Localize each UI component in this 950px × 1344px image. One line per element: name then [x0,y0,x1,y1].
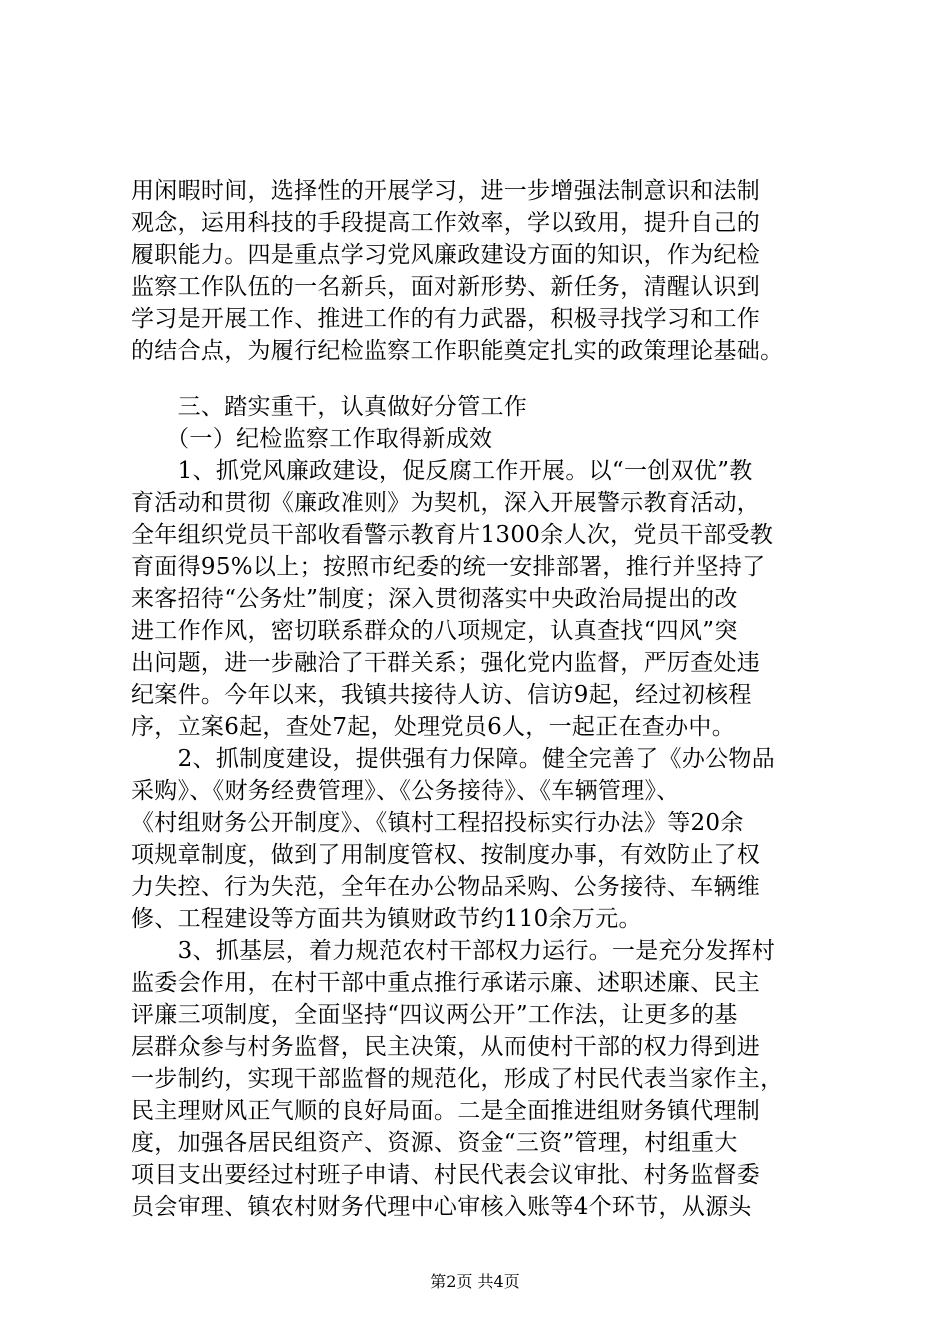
text-line: 度，加强各居民组资产、资源、资金“三资”管理，村组重大 [131,1130,738,1156]
text-line: 育活动和贯彻《廉政准则》为契机，深入开展警示教育活动， [131,490,761,516]
text-line: 履职能力。四是重点学习党风廉政建设方面的知识，作为纪检 [131,242,761,268]
text-line: 序，立案6起，查处7起，处理党员6人，一起正在查办中。 [131,714,735,740]
document-body [131,175,821,1223]
text-line: 监委会作用，在村干部中重点推行承诺示廉、述职述廉、民主 [131,970,761,996]
text-line: 来客招待“公务灶”制度；深入贯彻落实中央政治局提出的改 [131,586,738,612]
section-heading: 三、踏实重干，认真做好分管工作 [131,394,528,420]
text-line: 2、抓制度建设，提供强有力保障。健全完善了《办公物品 [131,746,776,772]
text-line: 修、工程建设等方面共为镇财政节约110余万元。 [131,906,642,932]
text-line: 项目支出要经过村班子申请、村民代表会议审批、村务监督委 [131,1162,761,1188]
paragraph-study [131,175,821,367]
text-line: 1、抓党风廉政建设，促反腐工作开展。以“一创双优”教 [131,458,753,484]
page-number-footer: 第2页 共4页 [430,1272,520,1291]
text-line: 学习是开展工作、推进工作的有力武器，积极寻找学习和工作 [131,306,761,332]
text-line: 出问题，进一步融洽了干群关系；强化党内监督，严厉查处违 [131,650,761,676]
text-line: 的结合点，为履行纪检监察工作职能奠定扎实的政策理论基础。 [131,338,784,364]
text-line: 全年组织党员干部收看警示教育片1300余人次，党员干部受教 [131,522,774,548]
text-line: 民主理财风正气顺的良好局面。二是全面推进组财务镇代理制 [131,1098,761,1124]
text-line: 项规章制度，做到了用制度管权、按制度办事，有效防止了权 [131,842,761,868]
text-line: 观念，运用科技的手段提高工作效率，学以致用，提升自己的 [131,210,761,236]
text-line: 《村组财务公开制度》、《镇村工程招投标实行办法》等20余 [131,810,744,836]
paragraph-gap [131,367,821,391]
text-line: 进工作作风，密切联系群众的八项规定，认真查找“四风”突 [131,618,738,644]
section-work [131,391,821,1223]
text-line: 3、抓基层，着力规范农村干部权力运行。一是充分发挥村 [131,938,776,964]
text-line: 用闲暇时间，选择性的开展学习，进一步增强法制意识和法制 [131,178,761,204]
text-line: 评廉三项制度，全面坚持“四议两公开”工作法，让更多的基 [131,1002,738,1028]
text-line: 育面得95%以上；按照市纪委的统一安排部署，推行并坚持了 [131,554,766,580]
text-line: 层群众参与村务监督，民主决策，从而使村干部的权力得到进 [131,1034,761,1060]
text-line: 力失控、行为失范，全年在办公物品采购、公务接待、车辆维 [131,874,761,900]
subsection-heading: （一）纪检监察工作取得新成效 [131,426,493,452]
text-line: 监察工作队伍的一名新兵，面对新形势、新任务，清醒认识到 [131,274,761,300]
text-line: 一步制约，实现干部监督的规范化，形成了村民代表当家作主， [131,1066,784,1092]
text-line: 采购》、《财务经费管理》、《公务接待》、《车辆管理》、 [131,778,680,804]
text-line: 员会审理、镇农村财务代理中心审核入账等4个环节，从源头 [131,1194,752,1220]
text-line: 纪案件。今年以来，我镇共接待人访、信访9起，经过初核程 [131,682,752,708]
